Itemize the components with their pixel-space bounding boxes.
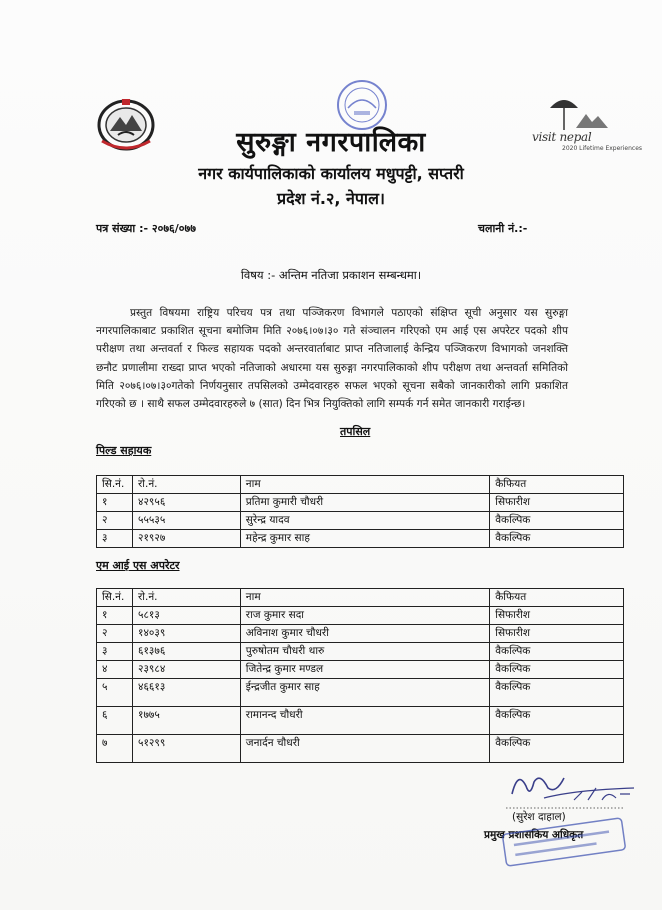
table-row <box>97 625 624 643</box>
table-cell: वैकल्पिक <box>490 530 624 548</box>
table-cell: राज कुमार सदा <box>240 607 489 625</box>
table-row <box>97 494 624 512</box>
signatory-title: प्रमुख प्रशासकिय अधिकृत <box>484 829 584 841</box>
tapsil-heading: तपसिल <box>340 425 371 438</box>
table-cell: रामानन्द चौधरी <box>240 707 489 735</box>
subject-line: विषय :- अन्तिम नतिजा प्रकाशन सम्बन्धमा। <box>240 268 422 282</box>
table-row <box>97 707 624 735</box>
table-cell: २१९२७ <box>132 530 240 548</box>
section-heading-field-assistant: पिल्ड सहायक <box>96 444 152 457</box>
dispatch-number: चलानी नं.:- <box>478 222 528 235</box>
column-header: सि.नं. <box>97 476 133 494</box>
table-cell: ४२९५६ <box>132 494 240 512</box>
table-cell: १४०३९ <box>132 625 240 643</box>
table-cell: ईन्द्रजीत कुमार साह <box>240 679 489 707</box>
table-row <box>97 661 624 679</box>
field-assistant-table <box>96 475 624 548</box>
table-cell: २ <box>97 512 133 530</box>
table-cell: अविनाश कुमार चौधरी <box>240 625 489 643</box>
table-header-row <box>97 476 624 494</box>
section-heading-mis-operator: एम आई एस अपरेटर <box>96 559 180 572</box>
table-cell: ३ <box>97 643 133 661</box>
office-subtitle: नगर कार्यपालिकाको कार्यालय मधुपट्टी, सप्तरी <box>198 164 464 183</box>
table-cell: ५५५३५ <box>132 512 240 530</box>
table-cell: सिफारीश <box>490 607 624 625</box>
table-cell: वैकल्पिक <box>490 707 624 735</box>
table-row <box>97 512 624 530</box>
handwritten-signature-icon <box>504 764 644 812</box>
table-cell: सिफारीश <box>490 494 624 512</box>
table-cell: ४६६१३ <box>132 679 240 707</box>
table-cell: जनार्दन चौधरी <box>240 735 489 763</box>
table-cell: ५ <box>97 679 133 707</box>
municipality-title: सुरुङ्गा नगरपालिका <box>236 127 426 158</box>
table-cell: प्रतिमा कुमारी चौधरी <box>240 494 489 512</box>
column-header: रो.नं. <box>132 476 240 494</box>
table-cell: ६ <box>97 707 133 735</box>
table-row <box>97 735 624 763</box>
table-row <box>97 530 624 548</box>
table-cell: १ <box>97 607 133 625</box>
letter-number: पत्र संख्या :- २०७६/०७७ <box>96 222 196 235</box>
signatory-name: (सुरेश दाहाल) <box>512 811 566 823</box>
body-paragraph: प्रस्तुत विषयमा राष्ट्रिय परिचय पत्र तथा पञ्जिकरण विभागले पठाएको संक्षिप्त सूची अनुसार यस सुरुङ्गा नगरपालिकाबाट प्रकाशित सूचना बमोजिम मिति २०७६।०७।३० गते संञ्चालन गरिएको एम आई एस अपरेटर पदको शीप परीक्षण तथा अन्तवर्ता र फिल्ड सहायक पदको अन्तरवार्ताबाट प्राप्त नतिजालाई केन्द्रिय पञ्जिकरण विभागको जनशक्ति छनौट प्रणालीमा राख्दा प्राप्त भएको नतिजाको अधारमा यस सुरुङ्गा नगरपालिकाको शीप परीक्षण तथा अन्तवर्ता समितिको मिति २०७६।०७।३०गतेको निर्णयनुसार तपसिलको उम्मेदवारहरु सफल भएको सूचना सबैको जानकारीको लागि प्रकाशित गरिएको छ । साथै सफल उम्मेदवारहरुले ७ (सात) दिन भित्र नियुक्तिको लागि सम्पर्क गर्न समेत जानकारी गराईन्छ। <box>96 307 568 411</box>
table-cell: ५८१३ <box>132 607 240 625</box>
column-header: रो.नं. <box>132 589 240 607</box>
column-header: नाम <box>240 476 489 494</box>
column-header: कैफियत <box>490 476 624 494</box>
table-header-row <box>97 589 624 607</box>
column-header: कैफियत <box>490 589 624 607</box>
table-cell: महेन्द्र कुमार साह <box>240 530 489 548</box>
table-cell: वैकल्पिक <box>490 679 624 707</box>
column-header: सि.नं. <box>97 589 133 607</box>
table-cell: ३ <box>97 530 133 548</box>
table-cell: जितेन्द्र कुमार मण्डल <box>240 661 489 679</box>
table-cell: १ <box>97 494 133 512</box>
mis-operator-table <box>96 588 624 763</box>
table-cell: वैकल्पिक <box>490 643 624 661</box>
table-cell: १७७५ <box>132 707 240 735</box>
table-cell: ५१२९९ <box>132 735 240 763</box>
table-cell: सिफारीश <box>490 625 624 643</box>
table-cell: सुरेन्द्र यादव <box>240 512 489 530</box>
table-cell: २ <box>97 625 133 643</box>
table-cell: वैकल्पिक <box>490 661 624 679</box>
visit-nepal-year: 2020 Lifetime Experiences <box>562 145 643 152</box>
column-header: नाम <box>240 589 489 607</box>
table-cell: ४ <box>97 661 133 679</box>
table-cell: वैकल्पिक <box>490 735 624 763</box>
table-cell: वैकल्पिक <box>490 512 624 530</box>
table-cell: पुरुषोतम चौधरी थारु <box>240 643 489 661</box>
table-cell: २३९८४ <box>132 661 240 679</box>
visit-nepal-text: visit nepal <box>532 130 592 144</box>
table-row <box>97 643 624 661</box>
table-cell: ७ <box>97 735 133 763</box>
table-row <box>97 679 624 707</box>
table-cell: ६१३७६ <box>132 643 240 661</box>
province-line: प्रदेश नं.२, नेपाल। <box>276 189 385 208</box>
table-row <box>97 607 624 625</box>
